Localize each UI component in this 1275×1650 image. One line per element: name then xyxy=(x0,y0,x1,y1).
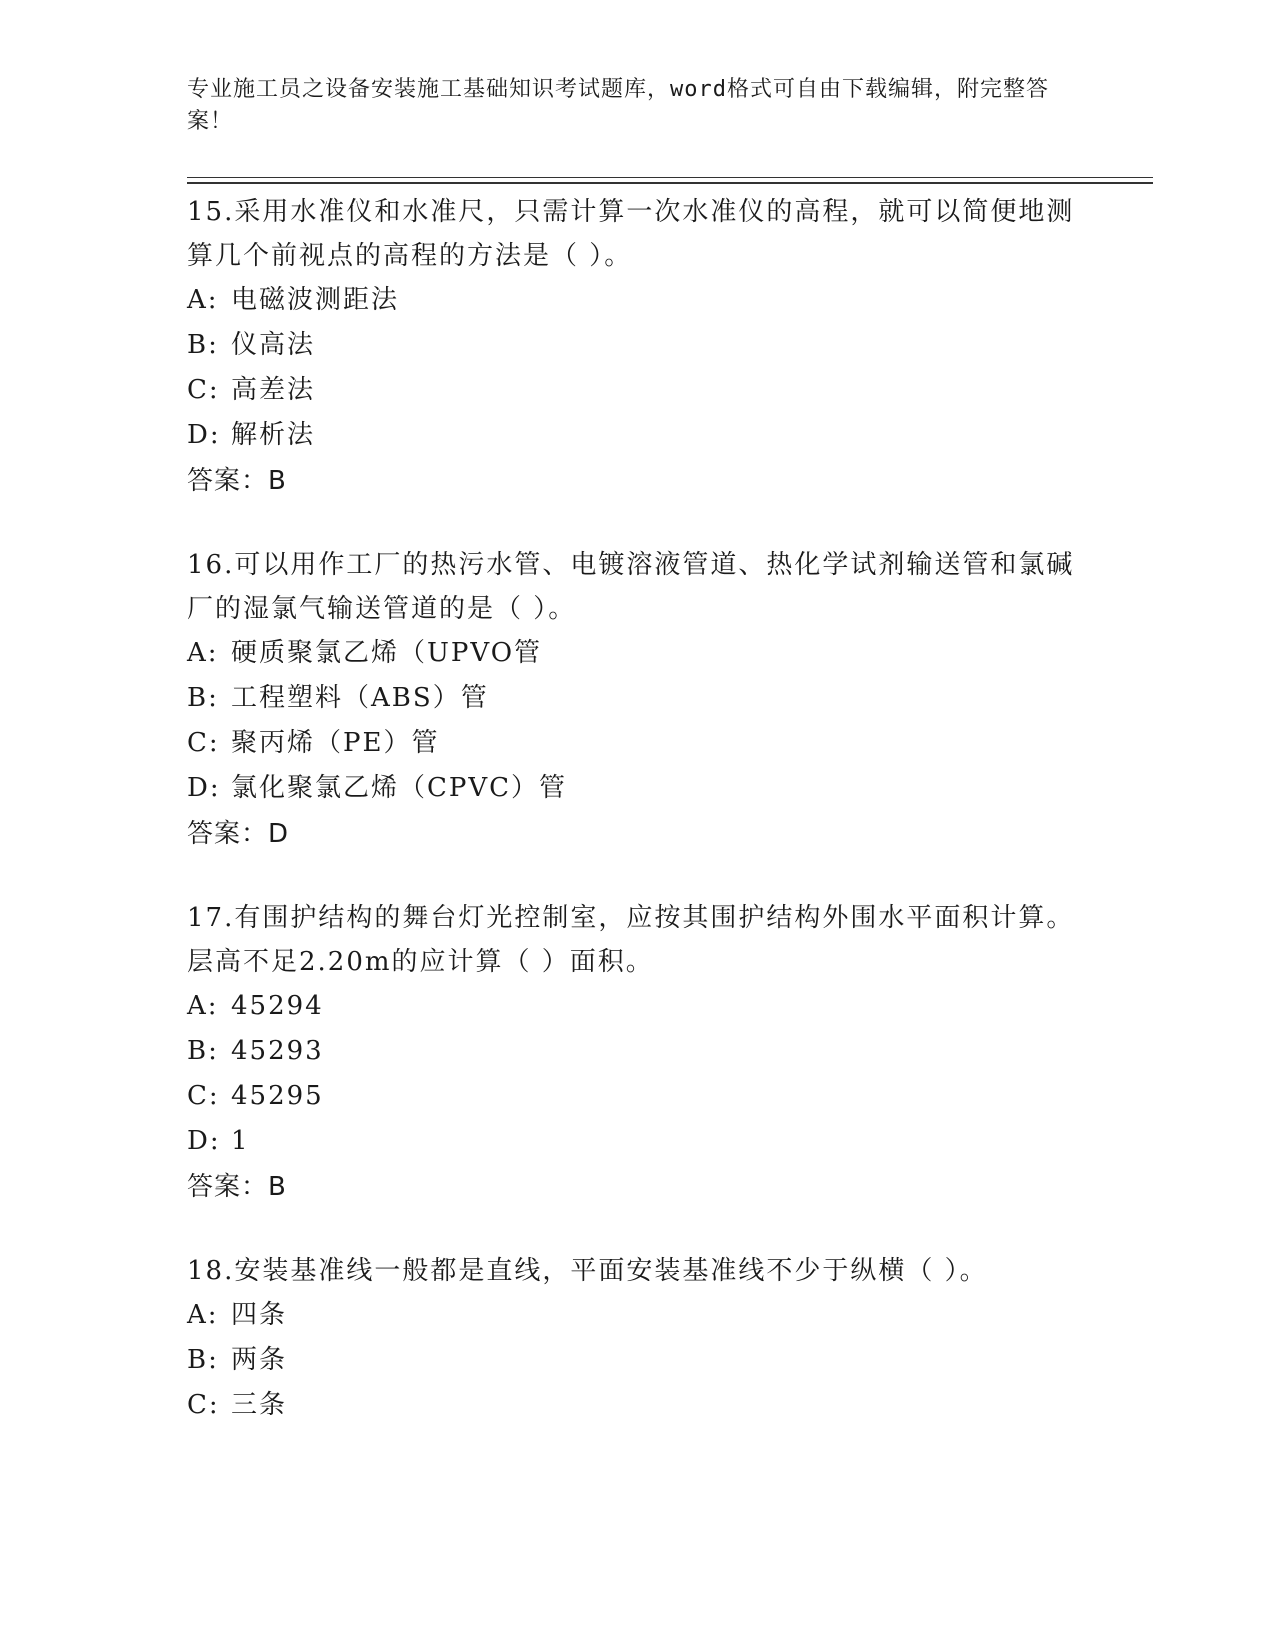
option-b xyxy=(187,1338,1087,1383)
option-c xyxy=(187,721,1087,766)
question-stem: 18.安装基准线一般都是直线，平面安装基准线不少于纵横（ ）。 xyxy=(187,1256,988,1286)
option-text: 电磁波测距法 xyxy=(231,285,400,315)
option-letter: B: xyxy=(187,683,219,713)
option-d xyxy=(187,1119,1087,1164)
option-letter: C: xyxy=(187,1081,220,1111)
option-a xyxy=(187,631,1087,676)
option-letter: D: xyxy=(187,773,221,803)
question-18 xyxy=(187,1249,1087,1428)
option-text: 仪高法 xyxy=(231,330,316,360)
option-letter: C: xyxy=(187,375,220,405)
option-letter: B: xyxy=(187,1036,219,1066)
option-b xyxy=(187,323,1087,368)
option-c xyxy=(187,1383,1087,1428)
option-letter: D: xyxy=(187,1126,221,1156)
option-letter: C: xyxy=(187,728,220,758)
header-rule-thin xyxy=(187,177,1153,178)
question-15 xyxy=(187,190,1087,504)
question-17 xyxy=(187,896,1087,1210)
answer-line: 答案：B xyxy=(187,466,287,496)
option-text: 1 xyxy=(231,1126,250,1156)
option-letter: B: xyxy=(187,1345,219,1375)
option-text: 三条 xyxy=(231,1390,288,1420)
option-text: 氯化聚氯乙烯（CPVC）管 xyxy=(231,773,568,803)
option-text: 高差法 xyxy=(231,375,316,405)
option-d xyxy=(187,413,1087,458)
option-d xyxy=(187,766,1087,811)
option-letter: A: xyxy=(187,638,219,668)
header-rule-thick xyxy=(187,182,1153,184)
option-letter: B: xyxy=(187,330,219,360)
option-text: 45293 xyxy=(231,1036,324,1066)
option-a xyxy=(187,278,1087,323)
question-stem: 16.可以用作工厂的热污水管、电镀溶液管道、热化学试剂输送管和氯碱厂的湿氯气输送管道的是（ ）。 xyxy=(187,550,1075,624)
option-a xyxy=(187,1293,1087,1338)
option-c xyxy=(187,368,1087,413)
option-letter: A: xyxy=(187,991,219,1021)
option-text: 解析法 xyxy=(231,420,316,450)
question-stem: 15.采用水准仪和水准尺，只需计算一次水准仪的高程，就可以简便地测算几个前视点的高程的方法是（ ）。 xyxy=(187,197,1075,271)
option-text: 45295 xyxy=(231,1081,324,1111)
answer-line: 答案：B xyxy=(187,1172,287,1202)
answer-line: 答案：D xyxy=(187,819,290,849)
option-text: 工程塑料（ABS）管 xyxy=(231,683,489,713)
question-stem: 17.有围护结构的舞台灯光控制室，应按其围护结构外围水平面积计算。层高不足2.20m的应计算（ ）面积。 xyxy=(187,903,1075,977)
option-text: 45294 xyxy=(231,991,324,1021)
option-b xyxy=(187,1029,1087,1074)
option-text: 两条 xyxy=(231,1345,288,1375)
option-c xyxy=(187,1074,1087,1119)
question-16 xyxy=(187,543,1087,857)
document-header: 专业施工员之设备安装施工基础知识考试题库，word格式可自由下载编辑，附完整答案！ xyxy=(187,77,1049,134)
option-letter: A: xyxy=(187,1300,219,1330)
option-letter: C: xyxy=(187,1390,220,1420)
option-letter: A: xyxy=(187,285,219,315)
question-list xyxy=(187,190,1087,1467)
option-b xyxy=(187,676,1087,721)
option-text: 四条 xyxy=(231,1300,288,1330)
option-letter: D: xyxy=(187,420,221,450)
option-a xyxy=(187,984,1087,1029)
option-text: 聚丙烯（PE）管 xyxy=(231,728,440,758)
option-text: 硬质聚氯乙烯（UPVO管 xyxy=(231,638,543,668)
